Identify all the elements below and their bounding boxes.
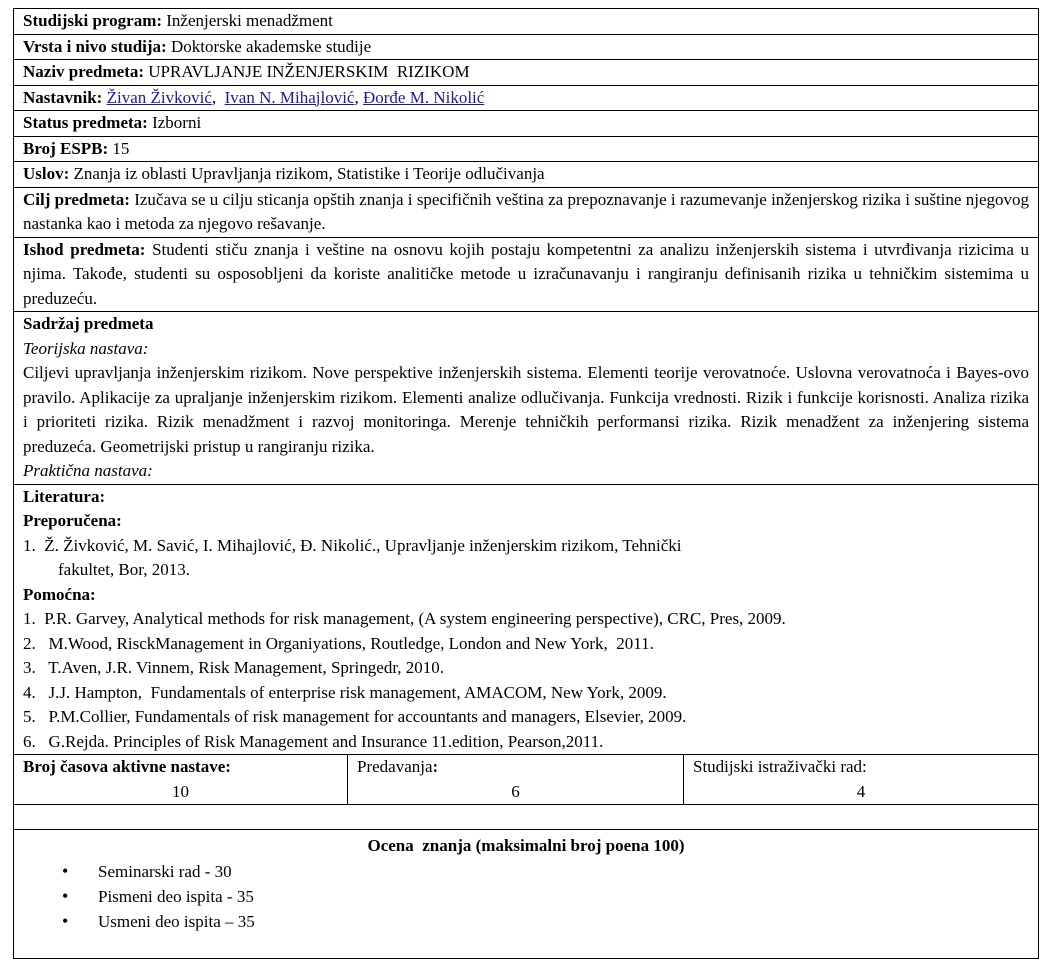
course-goal-value: Izučava se u cilju sticanja opštih znanja i specifičnih veština za prepoznavanje i razumevanje inženjerskog rizika i suštine njegovog nastanka kao i metoda za njegovo rešavanje. [23,189,1030,233]
row-assessment [14,830,1039,959]
row-teachers: Nastavnik: Živan Živković, Ivan N. Mihajlović, Đorđe M. Nikolić [14,85,1039,111]
teachers-label: Nastavnik: [23,87,103,107]
row-study-type [14,34,1039,60]
teacher-link-mihajlovic[interactable]: Ivan N. Mihajlović [224,87,355,107]
row-course-content [14,312,1039,485]
row-course-status [14,111,1039,137]
active-hours-value: 10 [172,781,189,801]
list-item: 5. P.M.Collier, Fundamentals of risk management for accountants and managers, Elsevier, 2009. [23,707,687,726]
prerequisite-value: Znanja iz oblasti Upravljanja rizikom, Statistike i Teorije odlučivanja [69,164,545,183]
lectures-heading [357,755,674,780]
auxiliary-label: Pomoćna: [23,584,96,604]
list-item: • Pismeni deo ispita - 35 [98,884,1029,909]
course-goal-label: Cilj predmeta: [23,189,130,209]
course-specification-table [13,8,1039,959]
literature-label: Literatura: [23,486,106,506]
row-espb [14,136,1039,162]
study-program-value: Inženjerski menadžment [162,11,333,30]
recommended-line2: fakultet, Bor, 2013. [58,560,190,579]
prerequisite-label: Uslov: [23,164,70,183]
teacher-link-nikolic[interactable]: Đorđe M. Nikolić [362,87,485,107]
row-study-program [14,9,1039,35]
study-type-value: Doktorske akademske studije [166,36,372,56]
course-content-label: Sadržaj predmeta [23,314,154,333]
row-course-goal [14,187,1039,237]
theory-text: Ciljevi upravljanja inženjerskim rizikom. Nove perspektive inženjerskih sistema. Elementi teorije verovatnoće. Uslovna verovatnoća i Bayes-ovo pravilo. Aplikacije za upraljanje inženjerskim rizikom. Elementi analize odlučivanja. Funkcija vrednosti. Rizik i funkcije korisnosti. Analiza rizika i prioriteti rizika. Rizik menadžment i razvoj monitoringa. Merenje tehničkih performansi rizika. Rizik menadžent za inženjering sistema preduzeća. Geometrijski pristup u rangiranju rizika. [23,363,1030,456]
course-specification-sheet [13,8,1038,959]
course-name-value: UPRAVLJANJE INŽENJERSKIM RIZIKOM [144,62,470,81]
lectures-colon: : [432,757,439,776]
course-status-value: Izborni [147,113,202,132]
study-type-label: Vrsta i nivo studija: [23,36,167,56]
active-hours-label: Broj časova aktivne nastave: [23,757,231,776]
row-prerequisite [14,162,1039,188]
recommended-list [23,534,1029,583]
row-course-name [14,60,1039,86]
list-item: 4. J.J. Hampton, Fundamentals of enterprise risk management, AMACOM, New York, 2009. [23,682,667,702]
lectures-label: Predavanja [357,757,433,776]
recommended-num: 1. [23,535,36,555]
list-item [23,534,1029,559]
list-item: • Seminarski rad - 30 [98,859,1029,884]
espb-value: 15 [108,138,130,158]
list-item: 2. M.Wood, RisckManagement in Organiyations, Routledge, London and New York, 2011. [23,633,654,653]
espb-label: Broj ESPB: [23,138,109,158]
research-value: 4 [856,781,866,801]
assessment-title: Ocena znanja (maksimalni broj poena 100) [367,836,685,855]
list-item: 6. G.Rejda. Principles of Risk Management and Insurance 11.edition, Pearson,2011. [23,731,604,751]
row-class-hours [14,755,1039,805]
course-status-label: Status predmeta: [23,113,148,132]
research-label: Studijski istraživački rad: [693,757,867,776]
teacher-link-zivkovic[interactable]: Živan Živković [106,87,212,107]
row-course-outcome [14,237,1039,312]
course-outcome-label: Ishod predmeta: [23,239,146,259]
lectures-value: 6 [511,781,520,801]
recommended-label: Preporučena: [23,511,122,530]
course-name-label: Naziv predmeta: [23,62,145,81]
practice-label: Praktična nastava: [23,461,153,480]
list-item: 1. P.R. Garvey, Analytical methods for risk management, (A system engineering perspective), CRC, Pres, 2009. [23,609,786,628]
list-item: 3. T.Aven, J.R. Vinnem, Risk Management, Springedr, 2010. [23,658,445,677]
row-literature [14,484,1039,755]
recommended-line1: Ž. Živković, M. Savić, I. Mihajlović, Đ. Nikolić., Upravljanje inženjerskim rizikom, Tehnički [44,535,682,555]
assessment-list [23,859,1029,934]
auxiliary-list [23,607,1029,754]
study-program-label: Studijski program: [23,11,163,30]
row-empty [14,805,1039,830]
theory-label: Teorijska nastava: [23,338,149,358]
list-item: • Usmeni deo ispita – 35 [98,909,1029,934]
course-outcome-value: Studenti stiču znanja i veštine na osnovu kojih postaju kompetentni za analizu inženjerskih sistema i utvrđivanja rizicima u njima. Takođe, studenti su osposobljeni da koriste analitičke metode u izračunavanju i rangiranju definisanih rizika u tehničkim sistemima u preduzeću. [23,239,1030,308]
